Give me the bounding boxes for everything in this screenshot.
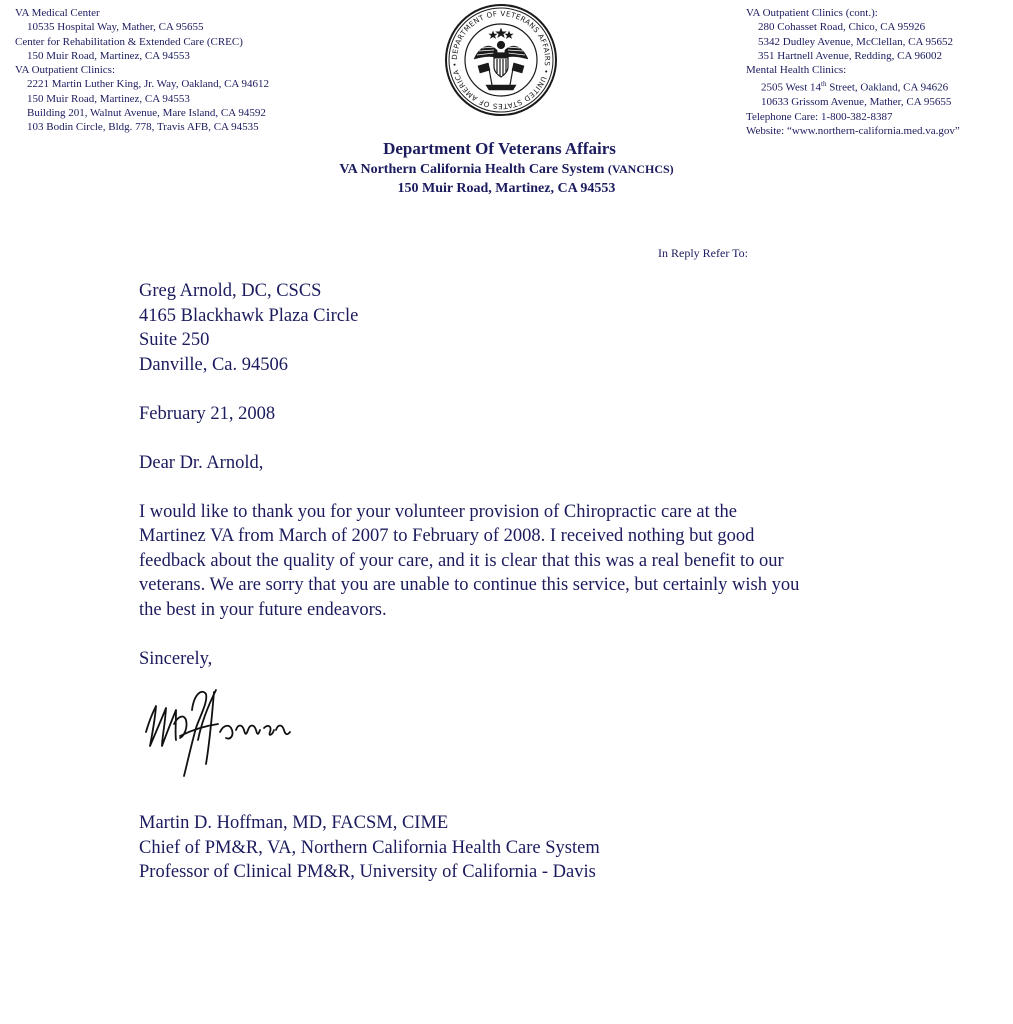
telephone-care: Telephone Care: 1-800-382-8387 bbox=[746, 110, 893, 123]
body-line: veterans. We are sorry that you are unable to continue this service, but certainly wish you bbox=[139, 575, 800, 595]
crec-label: Center for Rehabilitation & Extended Care (CREC) bbox=[15, 35, 243, 48]
mental-health-address-oakland: 2505 West 14th Street, Oakland, CA 94626 bbox=[761, 80, 949, 95]
signer-name: Martin D. Hoffman, MD, FACSM, CIME bbox=[139, 813, 449, 833]
reply-refer-to: In Reply Refer To: bbox=[658, 246, 748, 260]
department-title: Department Of Veterans Affairs bbox=[383, 139, 616, 158]
body-line: feedback about the quality of your care, and it is clear that this was a real benefit to our bbox=[139, 550, 784, 571]
recipient-city: Danville, Ca. 94506 bbox=[139, 354, 289, 375]
clinic-address-redding: 351 Hartnell Avenue, Redding, CA 96002 bbox=[758, 49, 943, 62]
outpatient-clinics-cont-label: VA Outpatient Clinics (cont.): bbox=[746, 7, 878, 19]
clinic-address-travis: 103 Bodin Circle, Bldg. 778, Travis AFB, CA 94535 bbox=[27, 121, 259, 134]
clinic-address-mare-island: Building 201, Walnut Avenue, Mare Island, CA 94592 bbox=[27, 107, 266, 120]
outpatient-clinics-label: VA Outpatient Clinics: bbox=[15, 64, 116, 77]
seal-ring-text: DEPARTMENT OF VETERANS AFFAIRS • UNITED STATES OF AMERICA • bbox=[449, 8, 553, 112]
signer-title-chief: Chief of PM&R, VA, Northern California Health Care System bbox=[139, 837, 600, 858]
clinic-address-martinez: 150 Muir Road, Martinez, CA 94553 bbox=[27, 92, 190, 105]
body-line: I would like to thank you for your volunteer provision of Chiropractic care at the bbox=[139, 501, 737, 522]
health-care-system bbox=[0, 160, 1013, 179]
recipient-block bbox=[139, 279, 929, 377]
mental-health-address-mather: 10633 Grissom Avenue, Mather, CA 95655 bbox=[761, 96, 952, 109]
letterhead-left bbox=[15, 6, 269, 135]
organization-header bbox=[0, 138, 1013, 198]
handwritten-signature bbox=[140, 680, 310, 780]
letterhead-right bbox=[746, 6, 960, 138]
letter-body bbox=[139, 279, 929, 671]
signer-title-professor: Professor of Clinical PM&R, University of California - Davis bbox=[139, 862, 596, 882]
closing: Sincerely, bbox=[139, 648, 213, 669]
medical-center-label: VA Medical Center bbox=[15, 7, 100, 19]
organization-address: 150 Muir Road, Martinez, CA 94553 bbox=[397, 181, 616, 196]
clinic-address-chico: 280 Cohasset Road, Chico, CA 95926 bbox=[758, 21, 926, 34]
signature-block bbox=[139, 811, 600, 885]
va-seal-logo bbox=[444, 3, 558, 117]
letter-date: February 21, 2008 bbox=[139, 403, 276, 424]
clinic-address-mcclellan: 5342 Dudley Avenue, McClellan, CA 95652 bbox=[758, 35, 954, 48]
recipient-name: Greg Arnold, DC, CSCS bbox=[139, 281, 322, 301]
mental-health-clinics-label: Mental Health Clinics: bbox=[746, 64, 847, 77]
crec-address: 150 Muir Road, Martinez, CA 94553 bbox=[27, 49, 190, 62]
salutation: Dear Dr. Arnold, bbox=[139, 452, 264, 473]
medical-center-address: 10535 Hospital Way, Mather, CA 95655 bbox=[27, 21, 204, 34]
body-line: Martinez VA from March of 2007 to February of 2008. I received nothing but good bbox=[139, 526, 755, 546]
body-paragraph bbox=[139, 500, 929, 623]
recipient-street: 4165 Blackhawk Plaza Circle bbox=[139, 305, 359, 326]
health-care-system-abbr: (VANCHCS) bbox=[607, 162, 674, 176]
health-care-system-name: VA Northern California Health Care System bbox=[339, 162, 605, 177]
body-line: the best in your future endeavors. bbox=[139, 599, 387, 620]
clinic-address-oakland: 2221 Martin Luther King, Jr. Way, Oakland, CA 94612 bbox=[27, 78, 270, 91]
recipient-suite: Suite 250 bbox=[139, 330, 210, 350]
website: Website: “www.northern-california.med.va.gov” bbox=[746, 125, 960, 138]
